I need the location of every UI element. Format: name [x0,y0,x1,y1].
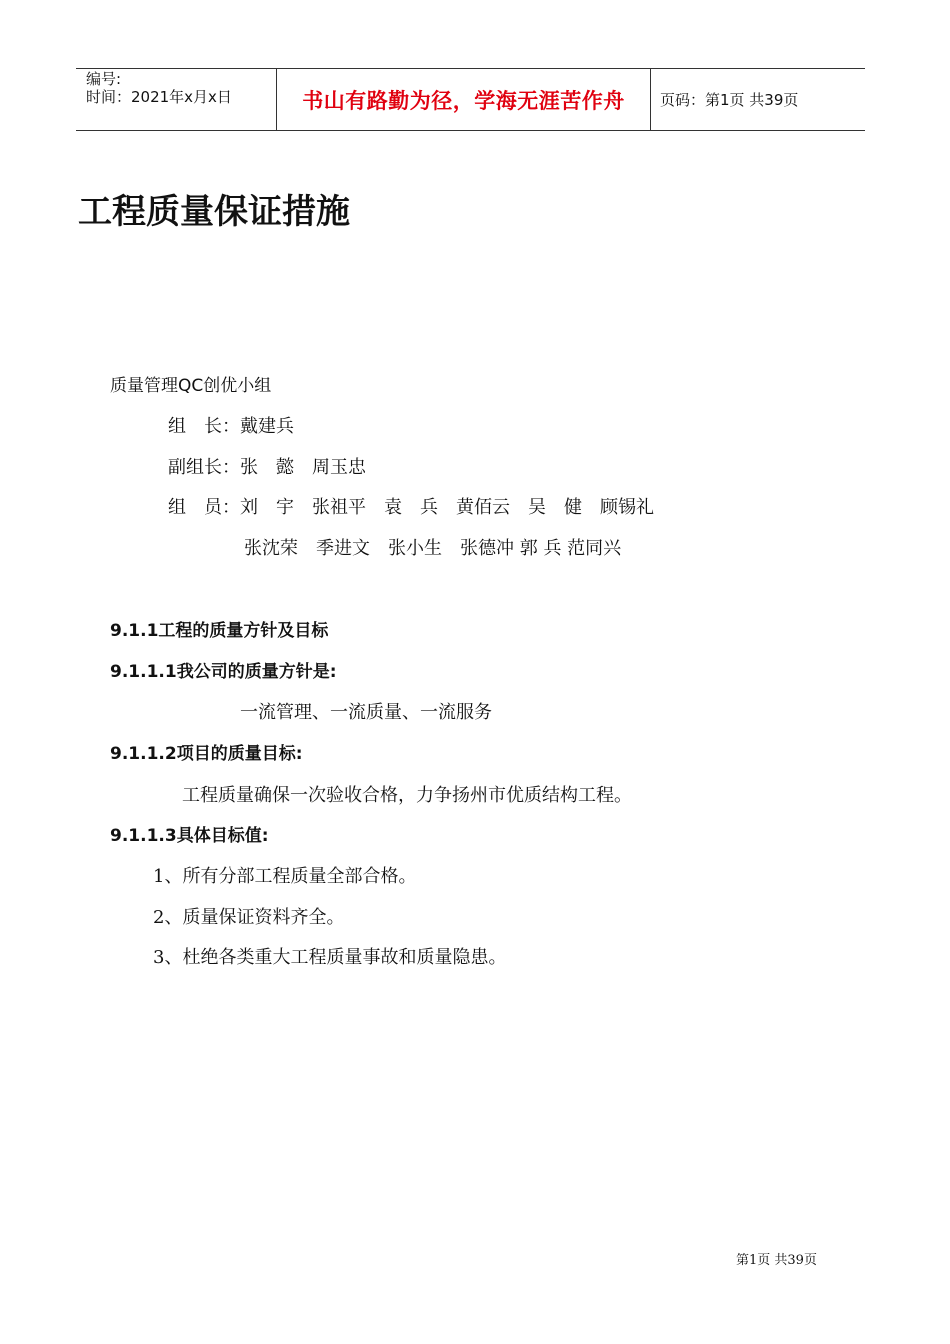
target-heading: 9.1.1.2项目的质量目标: [110,744,303,764]
team-vice-leader: 副组长：张 懿 周玉忠 [168,457,366,478]
team-leader: 组 长：戴建兵 [168,416,294,437]
page-header [76,68,865,131]
page-info: 页码：第1页 共39页 [660,91,799,109]
list-item: 1、所有分部工程质量全部合格。 [153,866,417,887]
team-heading: 质量管理QC创优小组 [110,376,272,396]
team-members-line1: 组 员：刘 宇 张祖平 袁 兵 黄佰云 吴 健 顾锡礼 [168,497,654,518]
serial-label: 编号: [86,70,122,88]
page-footer: 第1页 共39页 [736,1253,817,1268]
page-title: 工程质量保证措施 [78,192,350,232]
target-text: 工程质量确保一次验收合格，力争扬州市优质结构工程。 [182,785,632,806]
header-motto-cell [277,69,651,130]
list-item: 2、质量保证资料齐全。 [153,907,345,928]
time-label: 时间：2021年x月x日 [86,88,232,106]
policy-text: 一流管理、一流质量、一流服务 [240,702,492,723]
header-meta-cell [76,69,277,130]
header-page-cell [651,69,865,130]
motto-text: 书山有路勤为径，学海无涯苦作舟 [302,88,625,113]
section-heading: 9.1.1工程的质量方针及目标 [110,621,329,641]
policy-heading: 9.1.1.1我公司的质量方针是: [110,662,337,682]
values-heading: 9.1.1.3具体目标值: [110,826,269,846]
team-members-line2: 张沈荣 季进文 张小生 张德冲 郭 兵 范同兴 [244,538,622,559]
list-item: 3、杜绝各类重大工程质量事故和质量隐患。 [153,947,507,968]
